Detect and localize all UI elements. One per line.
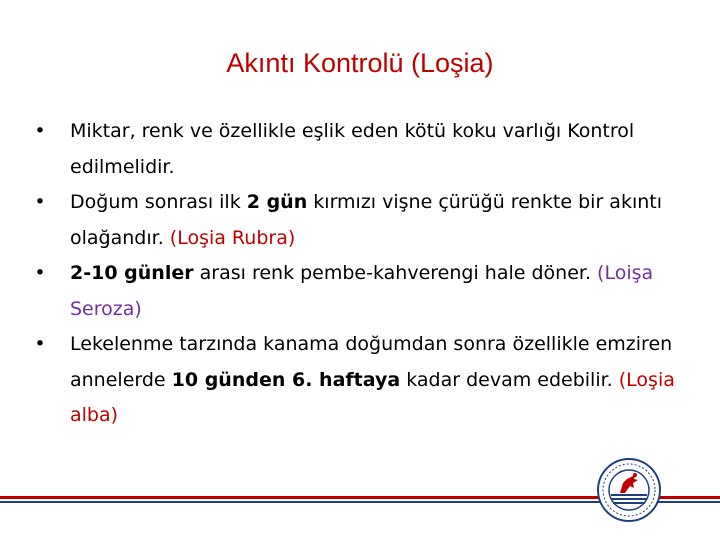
bullet-item-3 xyxy=(30,256,690,327)
bullet-bold-text: 10 günden 6. haftaya xyxy=(171,368,401,391)
bullet-bold-text: 2 gün xyxy=(246,191,308,213)
bullet-dot: • xyxy=(34,262,46,284)
bullet-text: arası renk pembe-kahverengi hale döner. xyxy=(193,262,598,284)
lochia-alba-label: (Loşia alba) xyxy=(70,368,675,426)
lochia-rubra-label: (Loşia Rubra) xyxy=(169,226,296,249)
bullet-dot: • xyxy=(34,333,46,355)
bullet-text: Lekelenme tarzında kanama doğumdan sonra özellikle emziren annelerde xyxy=(70,333,673,391)
lochia-serosa-label: (Loişa Seroza) xyxy=(70,262,654,320)
bullet-text: Doğum sonrası ilk xyxy=(70,191,247,213)
bullet-dot: • xyxy=(34,120,46,142)
bullet-bold-text: 2-10 günler xyxy=(70,262,194,284)
bullet-text: kırmızı vişne çürüğü renkte bir akıntı olağandır. xyxy=(70,191,662,249)
bullet-text: kadar devam edebilir. xyxy=(400,368,619,391)
bullet-list xyxy=(30,114,690,434)
bullet-text: Miktar, renk ve özellikle eşlik eden kötü koku varlığı Kontrol edilmelidir. xyxy=(70,120,635,178)
bullet-item-4 xyxy=(30,327,690,434)
slide-title: Akıntı Kontrolü (Loşia) xyxy=(226,48,494,78)
bullet-dot: • xyxy=(34,191,46,213)
bullet-item-1 xyxy=(30,114,690,185)
university-seal-icon xyxy=(596,457,662,523)
bullet-item-2 xyxy=(30,185,690,256)
